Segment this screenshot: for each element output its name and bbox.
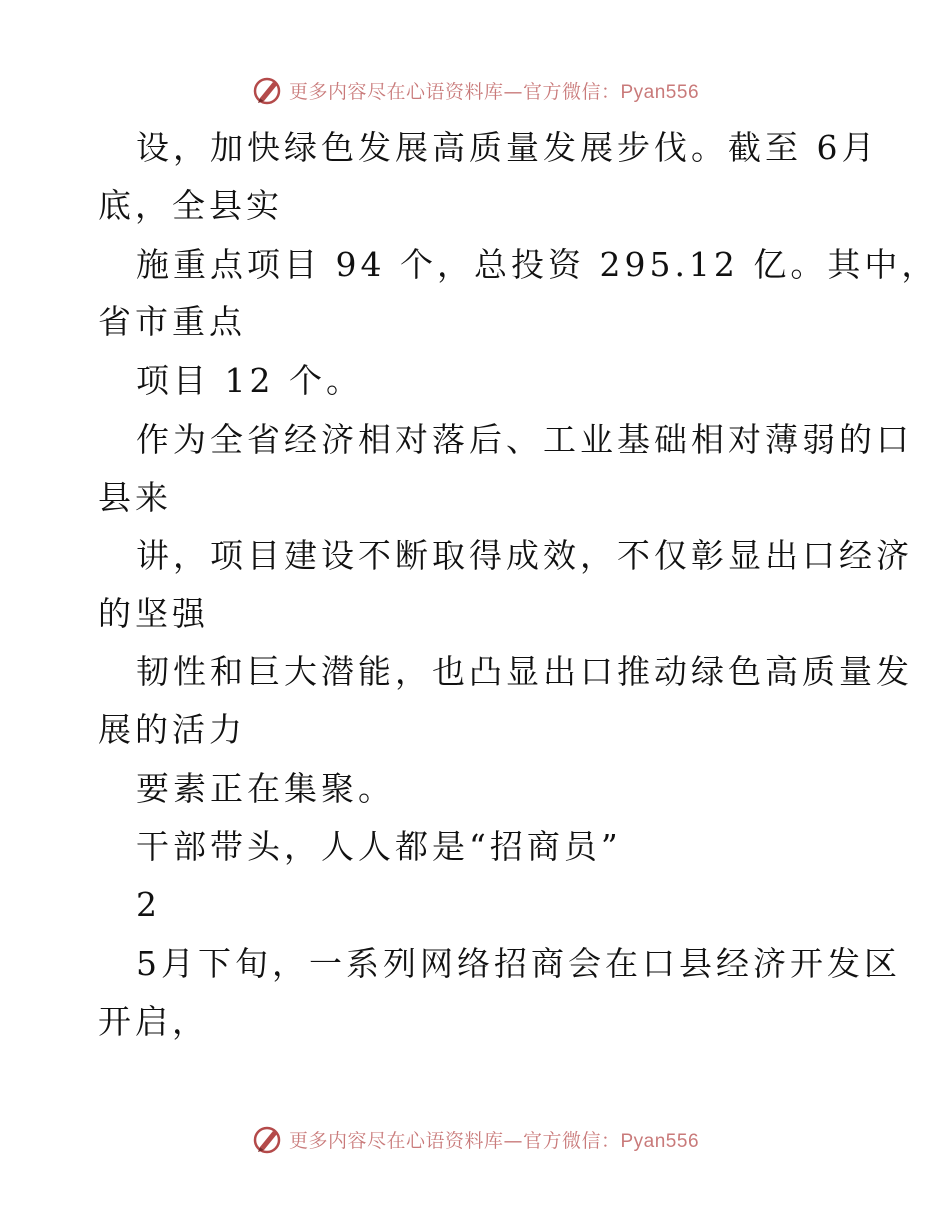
text-line: 要素正在集聚。: [136, 769, 395, 808]
text-line: 5月下旬，一系列网络招商会在口县经济开发区: [136, 944, 901, 983]
text-line: 2: [136, 885, 161, 924]
section-heading: 干部带头，人人都是“招商员”: [136, 827, 622, 866]
watermark-text: 更多内容尽在心语资料库—官方微信：Pyan556: [288, 1129, 700, 1152]
header-watermark: [0, 72, 950, 108]
text-line: 开启，: [98, 1002, 209, 1041]
text-line: 韧性和巨大潜能，也凸显出口推动绿色高质量发: [136, 652, 913, 691]
pen-logo-icon: [251, 74, 283, 106]
watermark-text: 更多内容尽在心语资料库—官方微信：Pyan556: [288, 80, 700, 103]
text-line: 施重点项目 94 个，总投资 295.12 亿。其中，: [136, 245, 939, 284]
text-line: 设，加快绿色发展高质量发展步伐。截至 6月: [136, 128, 879, 167]
text-line: 项目 12 个。: [136, 361, 363, 400]
text-line: 底，全县实: [98, 186, 283, 225]
footer-watermark: [0, 1121, 950, 1157]
pen-logo-icon: [251, 1123, 283, 1155]
text-line: 展的活力: [98, 710, 246, 749]
text-line: 的坚强: [98, 594, 209, 633]
text-line: 县来: [98, 478, 172, 517]
text-line: 作为全省经济相对落后、工业基础相对薄弱的口: [136, 420, 913, 459]
text-line: 省市重点: [98, 302, 246, 341]
text-line: 讲，项目建设不断取得成效，不仅彰显出口经济: [136, 536, 913, 575]
